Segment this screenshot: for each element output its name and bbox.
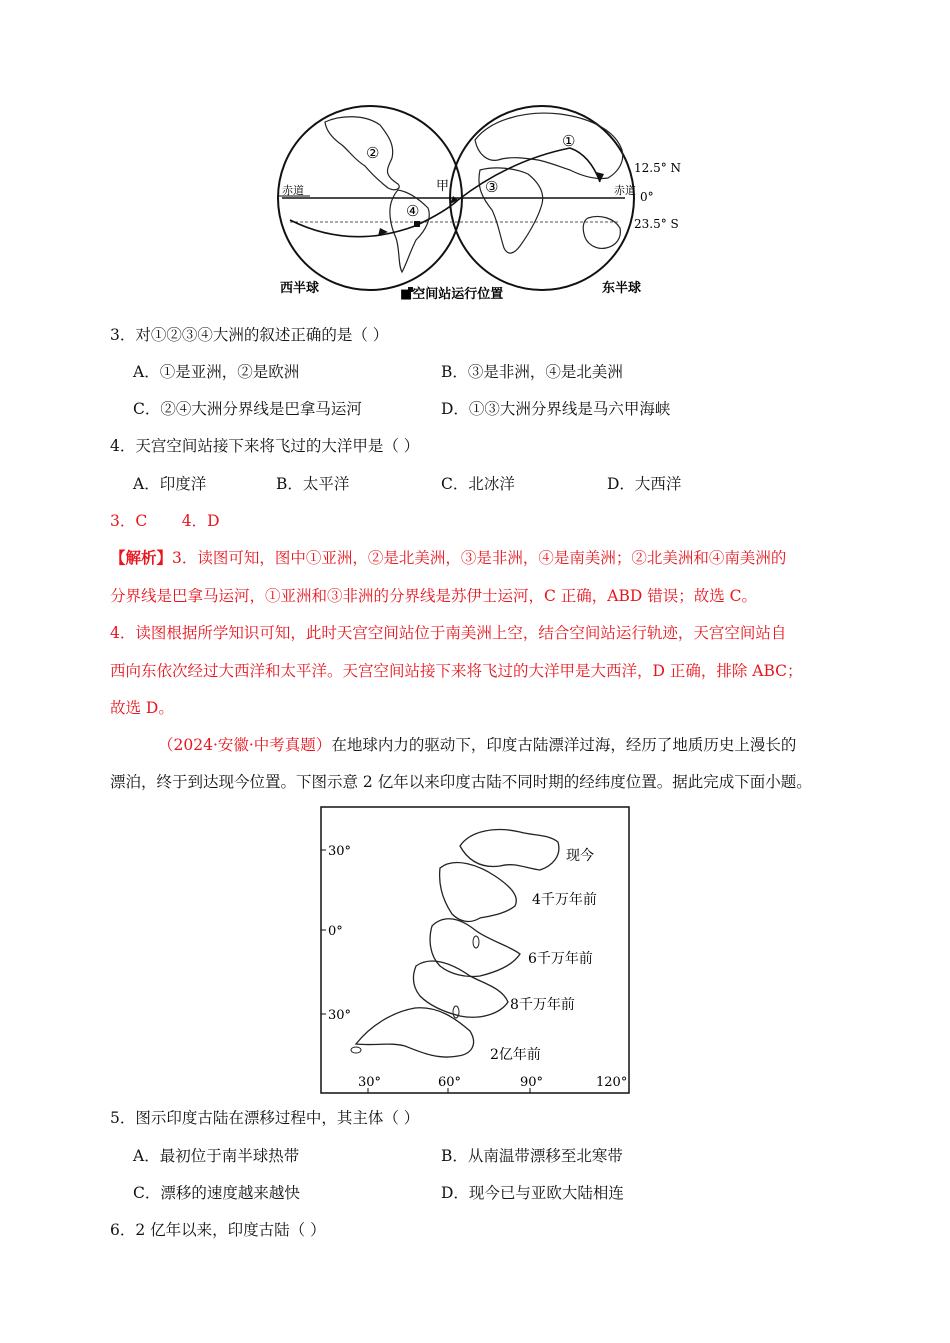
analysis-line-5: 故选 D。	[110, 699, 174, 717]
q3-option-d: D．①③大洲分界线是马六甲海峡	[441, 400, 671, 418]
stage-now: 现今	[566, 848, 594, 864]
q5-option-c: C．漂移的速度越来越快	[133, 1184, 300, 1202]
india-drift-map	[320, 806, 632, 1096]
x-label-60: 60°	[438, 1075, 462, 1090]
analysis-tag: 【解析】	[110, 548, 173, 567]
label-4: ④	[406, 202, 420, 220]
y-label-30s: 30°	[328, 1008, 352, 1023]
intro-line-1	[158, 735, 796, 755]
q4-option-a: A．印度洋	[133, 475, 207, 493]
india-now	[460, 830, 559, 870]
x-label-90: 90°	[520, 1075, 544, 1090]
x-label-30: 30°	[358, 1075, 382, 1090]
label-lat-0: 0°	[640, 190, 654, 204]
label-1: ①	[562, 132, 576, 150]
q4-option-b: B．太平洋	[276, 475, 350, 493]
q3-option-a: A．①是亚洲，②是欧洲	[133, 363, 300, 381]
analysis-text-1: 3．读图可知，图中①亚洲，②是北美洲，③是非洲，④是南美洲；②北美洲和④南美洲的	[172, 549, 787, 567]
q3-option-c: C．②④大洲分界线是巴拿马运河	[133, 400, 362, 418]
x-label-120: 120°	[596, 1075, 628, 1090]
intro-line-2: 漂泊，终于到达现今位置。下图示意 2 亿年以来印度古陆不同时期的经纬度位置。据此完成下面小题。	[110, 773, 812, 791]
label-west: 西半球	[280, 281, 320, 296]
answer-line: 3．C 4．D	[110, 512, 220, 530]
q4-option-d: D．大西洋	[607, 475, 682, 493]
hemisphere-map	[270, 100, 690, 305]
label-equator-right: 赤道	[614, 184, 636, 197]
label-equator-left: 赤道	[282, 184, 304, 197]
label-3: ③	[485, 178, 499, 196]
q3-option-b: B．③是非洲，④是北美洲	[441, 363, 623, 381]
label-legend: ■空间站运行位置	[400, 287, 504, 302]
q5-option-b: B．从南温带漂移至北寒带	[441, 1147, 623, 1165]
label-lat-n: 12.5° N	[634, 161, 682, 175]
stage-40ma: 4千万年前	[532, 892, 597, 908]
q5-stem: 5．图示印度古陆在漂移过程中，其主体（ ）	[110, 1109, 420, 1127]
label-2: ②	[366, 144, 380, 162]
q3-stem: 3．对①②③④大洲的叙述正确的是（ ）	[110, 326, 389, 344]
north-america-shape	[325, 117, 399, 190]
q6-stem: 6．2 亿年以来，印度古陆（ ）	[110, 1221, 326, 1239]
intro-text-1: 在地球内力的驱动下，印度古陆漂洋过海，经历了地质历史上漫长的	[331, 736, 797, 754]
source-tag: （2024·安徽·中考真题）	[158, 736, 332, 754]
india-40ma	[440, 863, 517, 922]
analysis-line-2: 分界线是巴拿马运河，①亚洲和③非洲的分界线是苏伊士运河，C 正确，ABD 错误；故选 C。	[110, 587, 758, 605]
station-marker	[414, 221, 420, 227]
analysis-line-3: 4．读图根据所学知识可知，此时天宫空间站位于南美洲上空，结合空间站运行轨迹，天宫空间站自	[110, 624, 787, 642]
stage-60ma: 6千万年前	[528, 951, 593, 967]
q5-option-d: D．现今已与亚欧大陆相连	[441, 1184, 624, 1202]
y-label-30n: 30°	[328, 844, 352, 859]
analysis-line-1	[110, 548, 786, 568]
eurasia-shape	[475, 113, 623, 178]
q5-option-a: A．最初位于南半球热带	[133, 1147, 300, 1165]
q4-option-c: C．北冰洋	[441, 475, 515, 493]
label-lat-s: 23.5° S	[634, 217, 679, 231]
y-label-0: 0°	[328, 924, 343, 939]
stage-80ma: 8千万年前	[510, 997, 575, 1013]
q4-stem: 4．天宫空间站接下来将飞过的大洋甲是（ ）	[110, 437, 420, 455]
label-jia: 甲	[436, 179, 450, 194]
label-east: 东半球	[602, 281, 642, 296]
stage-200ma: 2亿年前	[490, 1047, 541, 1063]
india-drift-figure	[320, 806, 632, 1096]
hemisphere-figure	[270, 100, 690, 305]
australia-shape	[583, 216, 620, 248]
analysis-line-4: 西向东依次经过大西洋和太平洋。天宫空间站接下来将飞过的大洋甲是大西洋，D 正确，排除 ABC；	[110, 662, 803, 680]
